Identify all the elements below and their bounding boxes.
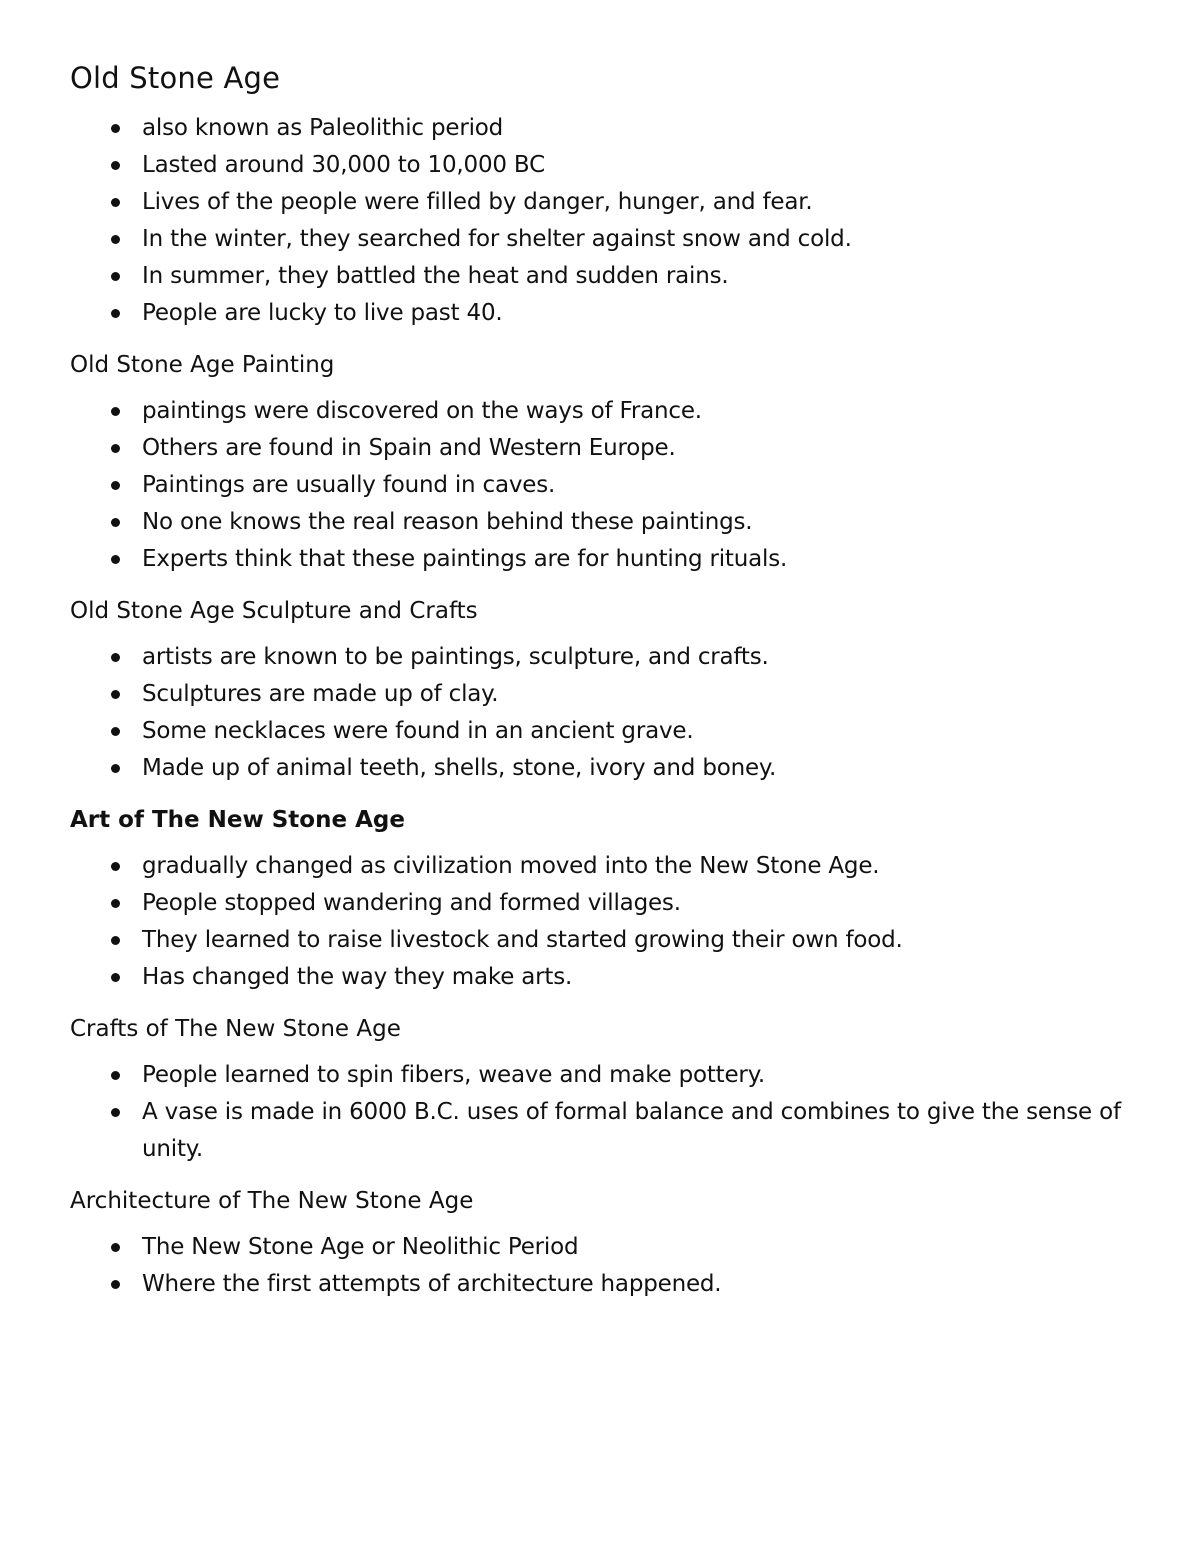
list-item-text: In summer, they battled the heat and sudden rains.	[142, 263, 729, 289]
list-item-text: paintings were discovered on the ways of France.	[142, 398, 702, 424]
list-item	[70, 750, 1150, 787]
section-1-list	[70, 393, 1150, 578]
list-item	[70, 922, 1150, 959]
list-item-text: People learned to spin fibers, weave and make pottery.	[142, 1062, 765, 1088]
list-item	[70, 1266, 1150, 1303]
section-4-list	[70, 1057, 1150, 1168]
list-item-text: Sculptures are made up of clay.	[142, 681, 499, 707]
list-item	[70, 393, 1150, 430]
bullet-dot-icon	[111, 198, 120, 207]
list-item	[70, 467, 1150, 504]
list-item-text: Where the first attempts of architecture happened.	[142, 1271, 722, 1297]
list-item-text: No one knows the real reason behind these paintings.	[142, 509, 753, 535]
list-item	[70, 184, 1150, 221]
list-item	[70, 430, 1150, 467]
list-item-text: Experts think that these paintings are for hunting rituals.	[142, 546, 788, 572]
list-item-text: also known as Paleolithic period	[142, 115, 504, 141]
list-item	[70, 221, 1150, 258]
list-item-text: People are lucky to live past 40.	[142, 300, 503, 326]
bullet-dot-icon	[111, 309, 120, 318]
list-item-text: Made up of animal teeth, shells, stone, ivory and boney.	[142, 755, 777, 781]
section-2-list	[70, 639, 1150, 787]
section-heading-crafts: Crafts of The New Stone Age	[70, 1016, 401, 1042]
bullet-dot-icon	[111, 764, 120, 773]
list-item-text: In the winter, they searched for shelter against snow and cold.	[142, 226, 852, 252]
bullet-dot-icon	[111, 862, 120, 871]
list-item-text: Lasted around 30,000 to 10,000 BC	[142, 152, 545, 178]
list-item	[70, 1094, 1150, 1168]
list-item-text: gradually changed as civilization moved into the New Stone Age.	[142, 853, 880, 879]
bullet-dot-icon	[111, 1280, 120, 1289]
list-item	[70, 676, 1150, 713]
list-item-text: Some necklaces were found in an ancient grave.	[142, 718, 694, 744]
bullet-dot-icon	[111, 1071, 120, 1080]
bullet-dot-icon	[111, 235, 120, 244]
list-item	[70, 959, 1150, 996]
section-0-list	[70, 110, 1150, 332]
bullet-dot-icon	[111, 161, 120, 170]
list-item	[70, 295, 1150, 332]
bullet-dot-icon	[111, 690, 120, 699]
section-heading-new-stone-age-art: Art of The New Stone Age	[70, 807, 405, 833]
list-item-text: The New Stone Age or Neolithic Period	[142, 1234, 579, 1260]
list-item-text: artists are known to be paintings, sculpture, and crafts.	[142, 644, 769, 670]
list-item	[70, 258, 1150, 295]
section-heading-architecture: Architecture of The New Stone Age	[70, 1188, 474, 1214]
list-item	[70, 504, 1150, 541]
list-item	[70, 147, 1150, 184]
bullet-dot-icon	[111, 407, 120, 416]
list-item	[70, 639, 1150, 676]
bullet-dot-icon	[111, 481, 120, 490]
list-item-text: Has changed the way they make arts.	[142, 964, 573, 990]
list-item-text: People stopped wandering and formed villages.	[142, 890, 681, 916]
bullet-dot-icon	[111, 653, 120, 662]
bullet-dot-icon	[111, 899, 120, 908]
list-item	[70, 848, 1150, 885]
bullet-dot-icon	[111, 727, 120, 736]
bullet-dot-icon	[111, 444, 120, 453]
bullet-dot-icon	[111, 973, 120, 982]
list-item-text: Paintings are usually found in caves.	[142, 472, 556, 498]
bullet-dot-icon	[111, 1243, 120, 1252]
bullet-dot-icon	[111, 124, 120, 133]
bullet-dot-icon	[111, 936, 120, 945]
list-item	[70, 541, 1150, 578]
list-item-text: Lives of the people were filled by danger, hunger, and fear.	[142, 189, 813, 215]
document-page	[70, 58, 1150, 1320]
list-item-text: Others are found in Spain and Western Europe.	[142, 435, 676, 461]
section-3-list	[70, 848, 1150, 996]
bullet-dot-icon	[111, 518, 120, 527]
list-item	[70, 1229, 1150, 1266]
list-item-text: They learned to raise livestock and started growing their own food.	[142, 927, 903, 953]
bullet-dot-icon	[111, 272, 120, 281]
bullet-dot-icon	[111, 555, 120, 564]
list-item	[70, 885, 1150, 922]
section-heading-painting: Old Stone Age Painting	[70, 352, 335, 378]
list-item	[70, 110, 1150, 147]
list-item	[70, 1057, 1150, 1094]
list-item-text: A vase is made in 6000 B.C. uses of formal balance and combines to give the sense of unity.	[142, 1099, 1121, 1162]
bullet-dot-icon	[111, 1108, 120, 1117]
section-heading-sculpture: Old Stone Age Sculpture and Crafts	[70, 598, 478, 624]
list-item	[70, 713, 1150, 750]
document-title: Old Stone Age	[70, 61, 281, 95]
section-5-list	[70, 1229, 1150, 1303]
